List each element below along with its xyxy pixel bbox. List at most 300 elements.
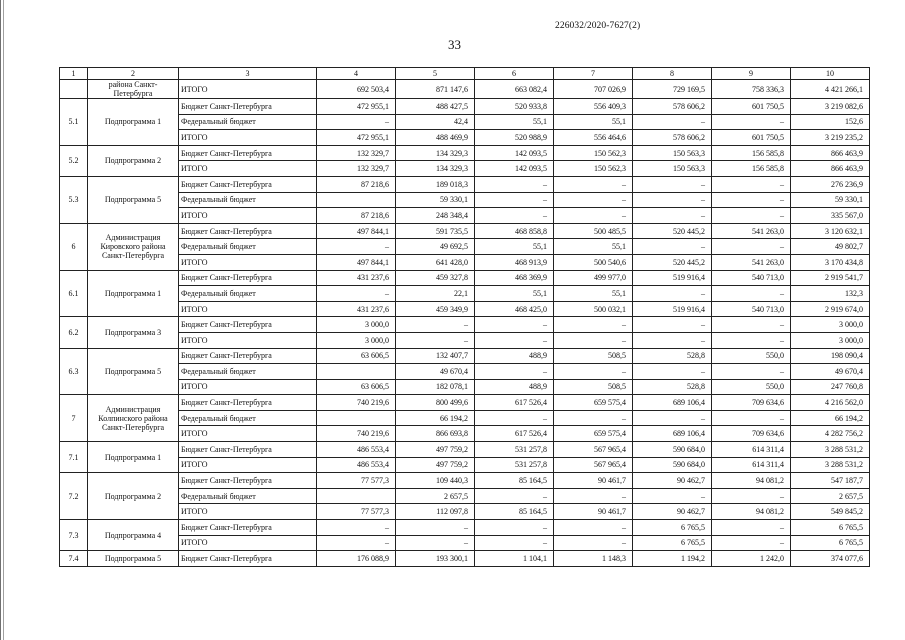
value-cell: 709 634,6 — [712, 426, 791, 442]
value-cell: 66 194,2 — [396, 410, 475, 426]
value-cell: 3 000,0 — [317, 332, 396, 348]
program-name: Подпрограмма 5 — [88, 551, 179, 567]
column-header: 4 — [317, 68, 396, 80]
value-cell: – — [475, 520, 554, 536]
value-cell: – — [317, 239, 396, 255]
value-cell: 6 765,5 — [791, 520, 870, 536]
funding-source: ИТОГО — [179, 535, 317, 551]
value-cell: 6 765,5 — [633, 535, 712, 551]
value-cell: 198 090,4 — [791, 348, 870, 364]
value-cell: 871 147,6 — [396, 80, 475, 99]
column-header: 1 — [60, 68, 88, 80]
funding-source: Бюджет Санкт-Петербурга — [179, 348, 317, 364]
value-cell: 42,4 — [396, 114, 475, 130]
table-row — [60, 551, 870, 567]
value-cell: – — [475, 176, 554, 192]
value-cell: – — [317, 114, 396, 130]
value-cell: – — [633, 364, 712, 380]
value-cell: – — [633, 192, 712, 208]
funding-source: Бюджет Санкт-Петербурга — [179, 395, 317, 411]
value-cell: – — [712, 208, 791, 224]
value-cell: 3 219 235,2 — [791, 130, 870, 146]
value-cell: – — [554, 332, 633, 348]
value-cell: 590 684,0 — [633, 442, 712, 458]
value-cell: 431 237,6 — [317, 301, 396, 317]
value-cell: 6 765,5 — [633, 520, 712, 536]
value-cell: 59 330,1 — [396, 192, 475, 208]
program-name: района Санкт-Петербурга — [88, 80, 179, 99]
row-number: 6.3 — [60, 348, 88, 395]
funding-source: Бюджет Санкт-Петербурга — [179, 176, 317, 192]
value-cell: 556 464,6 — [554, 130, 633, 146]
value-cell: 486 553,4 — [317, 457, 396, 473]
value-cell: 142 093,5 — [475, 161, 554, 177]
document-number: 226032/2020-7627(2) — [555, 21, 641, 31]
value-cell: 112 097,8 — [396, 504, 475, 520]
value-cell: 85 164,5 — [475, 504, 554, 520]
funding-source: ИТОГО — [179, 457, 317, 473]
table-row — [60, 145, 870, 161]
value-cell: 578 606,2 — [633, 99, 712, 115]
row-number: 5.3 — [60, 176, 88, 223]
value-cell: – — [317, 520, 396, 536]
funding-source: Бюджет Санкт-Петербурга — [179, 99, 317, 115]
value-cell: 578 606,2 — [633, 130, 712, 146]
funding-source: Федеральный бюджет — [179, 364, 317, 380]
value-cell: 3 288 531,2 — [791, 442, 870, 458]
value-cell: – — [396, 332, 475, 348]
value-cell: 520 988,9 — [475, 130, 554, 146]
value-cell: 601 750,5 — [712, 99, 791, 115]
row-number: 6.1 — [60, 270, 88, 317]
value-cell: 150 562,3 — [554, 161, 633, 177]
row-number: 7.4 — [60, 551, 88, 567]
table-row — [60, 332, 870, 348]
value-cell — [317, 410, 396, 426]
funding-source: ИТОГО — [179, 504, 317, 520]
value-cell: 87 218,6 — [317, 208, 396, 224]
value-cell: 500 540,6 — [554, 254, 633, 270]
value-cell: 142 093,5 — [475, 145, 554, 161]
value-cell: 663 082,4 — [475, 80, 554, 99]
row-number — [60, 80, 88, 99]
value-cell: 3 288 531,2 — [791, 457, 870, 473]
value-cell: – — [712, 317, 791, 333]
value-cell: – — [396, 317, 475, 333]
value-cell: 531 257,8 — [475, 457, 554, 473]
scan-binding-edge — [0, 0, 4, 640]
value-cell: 4 421 266,1 — [791, 80, 870, 99]
program-name: Подпрограмма 2 — [88, 473, 179, 520]
value-cell: 77 577,3 — [317, 473, 396, 489]
value-cell: 4 282 756,2 — [791, 426, 870, 442]
value-cell: – — [633, 488, 712, 504]
value-cell: – — [554, 488, 633, 504]
funding-source: Бюджет Санкт-Петербурга — [179, 442, 317, 458]
value-cell: 3 219 082,6 — [791, 99, 870, 115]
value-cell: 459 349,9 — [396, 301, 475, 317]
value-cell: 49 692,5 — [396, 239, 475, 255]
value-cell: 66 194,2 — [791, 410, 870, 426]
row-number: 6 — [60, 223, 88, 270]
value-cell: 729 169,5 — [633, 80, 712, 99]
value-cell: – — [475, 317, 554, 333]
value-cell: 556 409,3 — [554, 99, 633, 115]
value-cell: 2 919 541,7 — [791, 270, 870, 286]
funding-source: Федеральный бюджет — [179, 488, 317, 504]
row-number: 6.2 — [60, 317, 88, 348]
value-cell: 709 634,6 — [712, 395, 791, 411]
value-cell: 1 104,1 — [475, 551, 554, 567]
program-name: Подпрограмма 4 — [88, 520, 179, 551]
value-cell: 22,1 — [396, 286, 475, 302]
value-cell: 152,6 — [791, 114, 870, 130]
table-row — [60, 379, 870, 395]
value-cell: 85 164,5 — [475, 473, 554, 489]
value-cell: 500 032,1 — [554, 301, 633, 317]
funding-source: Федеральный бюджет — [179, 239, 317, 255]
value-cell: 614 311,4 — [712, 457, 791, 473]
value-cell: 276 236,9 — [791, 176, 870, 192]
table-row — [60, 239, 870, 255]
column-header: 2 — [88, 68, 179, 80]
table-row — [60, 395, 870, 411]
value-cell: 689 106,4 — [633, 426, 712, 442]
value-cell: – — [633, 410, 712, 426]
table-row — [60, 301, 870, 317]
value-cell: 866 463,9 — [791, 161, 870, 177]
value-cell: – — [554, 520, 633, 536]
value-cell: – — [475, 192, 554, 208]
column-header: 10 — [791, 68, 870, 80]
value-cell: 540 713,0 — [712, 301, 791, 317]
value-cell: – — [554, 317, 633, 333]
value-cell: 508,5 — [554, 379, 633, 395]
funding-source: Бюджет Санкт-Петербурга — [179, 145, 317, 161]
value-cell: 63 606,5 — [317, 348, 396, 364]
value-cell: – — [475, 488, 554, 504]
value-cell: 3 000,0 — [791, 317, 870, 333]
value-cell: 591 735,5 — [396, 223, 475, 239]
value-cell: 659 575,4 — [554, 426, 633, 442]
value-cell: – — [633, 239, 712, 255]
table-row — [60, 348, 870, 364]
value-cell: 109 440,3 — [396, 473, 475, 489]
value-cell: 497 844,1 — [317, 254, 396, 270]
value-cell: – — [475, 332, 554, 348]
value-cell: 468 369,9 — [475, 270, 554, 286]
value-cell: 182 078,1 — [396, 379, 475, 395]
value-cell: – — [633, 317, 712, 333]
program-name: Подпрограмма 5 — [88, 176, 179, 223]
value-cell: – — [712, 332, 791, 348]
value-cell: 150 563,3 — [633, 161, 712, 177]
value-cell: 659 575,4 — [554, 395, 633, 411]
value-cell: 692 503,4 — [317, 80, 396, 99]
table-row — [60, 254, 870, 270]
value-cell: 468 425,0 — [475, 301, 554, 317]
value-cell: 94 081,2 — [712, 473, 791, 489]
value-cell: 248 348,4 — [396, 208, 475, 224]
column-header: 3 — [179, 68, 317, 80]
value-cell: 77 577,3 — [317, 504, 396, 520]
value-cell: 601 750,5 — [712, 130, 791, 146]
value-cell: – — [712, 114, 791, 130]
value-cell: 758 336,3 — [712, 80, 791, 99]
value-cell — [317, 192, 396, 208]
funding-source: ИТОГО — [179, 130, 317, 146]
program-name: Подпрограмма 1 — [88, 270, 179, 317]
value-cell: 541 263,0 — [712, 254, 791, 270]
value-cell: 3 000,0 — [317, 317, 396, 333]
value-cell: – — [396, 520, 475, 536]
value-cell: 1 194,2 — [633, 551, 712, 567]
funding-source: Бюджет Санкт-Петербурга — [179, 317, 317, 333]
program-name: Подпрограмма 5 — [88, 348, 179, 395]
value-cell: 520 445,2 — [633, 254, 712, 270]
column-header: 8 — [633, 68, 712, 80]
value-cell: 193 300,1 — [396, 551, 475, 567]
value-cell: 472 955,1 — [317, 99, 396, 115]
value-cell: – — [633, 114, 712, 130]
value-cell: 472 955,1 — [317, 130, 396, 146]
value-cell: 488 469,9 — [396, 130, 475, 146]
value-cell: 59 330,1 — [791, 192, 870, 208]
row-number: 7.3 — [60, 520, 88, 551]
value-cell: – — [712, 286, 791, 302]
value-cell: 531 257,8 — [475, 442, 554, 458]
value-cell: 540 713,0 — [712, 270, 791, 286]
value-cell: 689 106,4 — [633, 395, 712, 411]
funding-source: Бюджет Санкт-Петербурга — [179, 551, 317, 567]
value-cell: – — [712, 192, 791, 208]
value-cell: 1 242,0 — [712, 551, 791, 567]
value-cell: 541 263,0 — [712, 223, 791, 239]
value-cell: 335 567,0 — [791, 208, 870, 224]
funding-source: Федеральный бюджет — [179, 286, 317, 302]
value-cell: 90 462,7 — [633, 473, 712, 489]
value-cell: 55,1 — [554, 114, 633, 130]
value-cell: – — [396, 535, 475, 551]
funding-source: ИТОГО — [179, 426, 317, 442]
table-row — [60, 270, 870, 286]
program-name: Подпрограмма 1 — [88, 99, 179, 146]
table-row — [60, 473, 870, 489]
table-row — [60, 114, 870, 130]
value-cell: 90 462,7 — [633, 504, 712, 520]
column-header: 6 — [475, 68, 554, 80]
row-number: 7 — [60, 395, 88, 442]
value-cell: 866 693,8 — [396, 426, 475, 442]
value-cell: 156 585,8 — [712, 161, 791, 177]
value-cell: 508,5 — [554, 348, 633, 364]
funding-source: Бюджет Санкт-Петербурга — [179, 520, 317, 536]
program-name: Подпрограмма 3 — [88, 317, 179, 348]
value-cell: 3 000,0 — [791, 332, 870, 348]
funding-source: ИТОГО — [179, 332, 317, 348]
value-cell: 740 219,6 — [317, 426, 396, 442]
value-cell: 49 670,4 — [396, 364, 475, 380]
row-number: 5.1 — [60, 99, 88, 146]
value-cell: 132 329,7 — [317, 145, 396, 161]
value-cell: 567 965,4 — [554, 442, 633, 458]
value-cell: 132,3 — [791, 286, 870, 302]
value-cell: – — [712, 239, 791, 255]
value-cell: – — [554, 364, 633, 380]
value-cell: 740 219,6 — [317, 395, 396, 411]
value-cell: – — [317, 535, 396, 551]
value-cell: – — [475, 364, 554, 380]
value-cell: 374 077,6 — [791, 551, 870, 567]
table-row — [60, 130, 870, 146]
value-cell: 549 845,2 — [791, 504, 870, 520]
table-row — [60, 504, 870, 520]
value-cell: 488 427,5 — [396, 99, 475, 115]
funding-source: ИТОГО — [179, 208, 317, 224]
program-name: Подпрограмма 1 — [88, 442, 179, 473]
funding-source: ИТОГО — [179, 80, 317, 99]
value-cell: 247 760,8 — [791, 379, 870, 395]
row-number: 7.1 — [60, 442, 88, 473]
value-cell: 94 081,2 — [712, 504, 791, 520]
value-cell: 567 965,4 — [554, 457, 633, 473]
value-cell: 134 329,3 — [396, 161, 475, 177]
value-cell: 547 187,7 — [791, 473, 870, 489]
value-cell: 431 237,6 — [317, 270, 396, 286]
table-row — [60, 520, 870, 536]
value-cell: 488,9 — [475, 348, 554, 364]
value-cell: 55,1 — [475, 114, 554, 130]
value-cell: 500 485,5 — [554, 223, 633, 239]
page-number: 33 — [448, 37, 461, 52]
value-cell: 520 933,8 — [475, 99, 554, 115]
value-cell: 150 562,3 — [554, 145, 633, 161]
value-cell: 617 526,4 — [475, 395, 554, 411]
value-cell: 90 461,7 — [554, 504, 633, 520]
table-row — [60, 488, 870, 504]
value-cell: 497 759,2 — [396, 457, 475, 473]
value-cell: 49 670,4 — [791, 364, 870, 380]
value-cell: – — [475, 410, 554, 426]
value-cell: 800 499,6 — [396, 395, 475, 411]
table-row — [60, 426, 870, 442]
table-row — [60, 161, 870, 177]
value-cell: 614 311,4 — [712, 442, 791, 458]
funding-source: Бюджет Санкт-Петербурга — [179, 223, 317, 239]
value-cell: 55,1 — [554, 239, 633, 255]
value-cell: 134 329,3 — [396, 145, 475, 161]
value-cell: 550,0 — [712, 348, 791, 364]
value-cell: 63 606,5 — [317, 379, 396, 395]
value-cell: – — [554, 208, 633, 224]
table-row — [60, 80, 870, 99]
row-number: 5.2 — [60, 145, 88, 176]
value-cell: – — [475, 208, 554, 224]
value-cell: 520 445,2 — [633, 223, 712, 239]
program-name: Администрация Кировского района Санкт-Петербурга — [88, 223, 179, 270]
value-cell: 55,1 — [475, 239, 554, 255]
value-cell: – — [712, 176, 791, 192]
program-name: Подпрограмма 2 — [88, 145, 179, 176]
value-cell: 49 802,7 — [791, 239, 870, 255]
table-row — [60, 442, 870, 458]
value-cell: – — [633, 208, 712, 224]
value-cell: 519 916,4 — [633, 301, 712, 317]
value-cell: 90 461,7 — [554, 473, 633, 489]
value-cell: – — [712, 364, 791, 380]
column-header: 9 — [712, 68, 791, 80]
table-row — [60, 364, 870, 380]
value-cell: – — [554, 535, 633, 551]
funding-source: Федеральный бюджет — [179, 192, 317, 208]
funding-source: ИТОГО — [179, 379, 317, 395]
value-cell: 156 585,8 — [712, 145, 791, 161]
table-row — [60, 286, 870, 302]
table-row — [60, 535, 870, 551]
funding-source: ИТОГО — [179, 301, 317, 317]
value-cell: 459 327,8 — [396, 270, 475, 286]
value-cell: 2 657,5 — [791, 488, 870, 504]
value-cell — [317, 488, 396, 504]
funding-source: Федеральный бюджет — [179, 114, 317, 130]
funding-source: Федеральный бюджет — [179, 410, 317, 426]
table-row — [60, 99, 870, 115]
value-cell: – — [712, 488, 791, 504]
value-cell: 4 216 562,0 — [791, 395, 870, 411]
program-name: Администрация Колпинского района Санкт-Петербурга — [88, 395, 179, 442]
value-cell: 707 026,9 — [554, 80, 633, 99]
value-cell: 176 088,9 — [317, 551, 396, 567]
value-cell: – — [554, 176, 633, 192]
value-cell: 617 526,4 — [475, 426, 554, 442]
value-cell: 488,9 — [475, 379, 554, 395]
value-cell: 87 218,6 — [317, 176, 396, 192]
table-row — [60, 223, 870, 239]
funding-source: ИТОГО — [179, 254, 317, 270]
value-cell: 150 563,3 — [633, 145, 712, 161]
funding-source: ИТОГО — [179, 161, 317, 177]
value-cell: 641 428,0 — [396, 254, 475, 270]
value-cell: – — [633, 286, 712, 302]
value-cell: 55,1 — [475, 286, 554, 302]
value-cell: 519 916,4 — [633, 270, 712, 286]
value-cell: – — [475, 535, 554, 551]
value-cell: 2 657,5 — [396, 488, 475, 504]
value-cell: 132 407,7 — [396, 348, 475, 364]
value-cell: 189 018,3 — [396, 176, 475, 192]
table-row — [60, 457, 870, 473]
value-cell: – — [633, 332, 712, 348]
column-header: 5 — [396, 68, 475, 80]
value-cell: – — [712, 520, 791, 536]
table-body — [60, 80, 870, 567]
value-cell: 3 170 434,8 — [791, 254, 870, 270]
value-cell: 866 463,9 — [791, 145, 870, 161]
value-cell: 528,8 — [633, 379, 712, 395]
value-cell: 55,1 — [554, 286, 633, 302]
value-cell: – — [554, 410, 633, 426]
value-cell: 468 858,8 — [475, 223, 554, 239]
value-cell: 1 148,3 — [554, 551, 633, 567]
value-cell: – — [633, 176, 712, 192]
table-row — [60, 208, 870, 224]
table-row — [60, 410, 870, 426]
value-cell: 550,0 — [712, 379, 791, 395]
value-cell: – — [712, 410, 791, 426]
value-cell: 468 913,9 — [475, 254, 554, 270]
value-cell: 132 329,7 — [317, 161, 396, 177]
value-cell: 499 977,0 — [554, 270, 633, 286]
